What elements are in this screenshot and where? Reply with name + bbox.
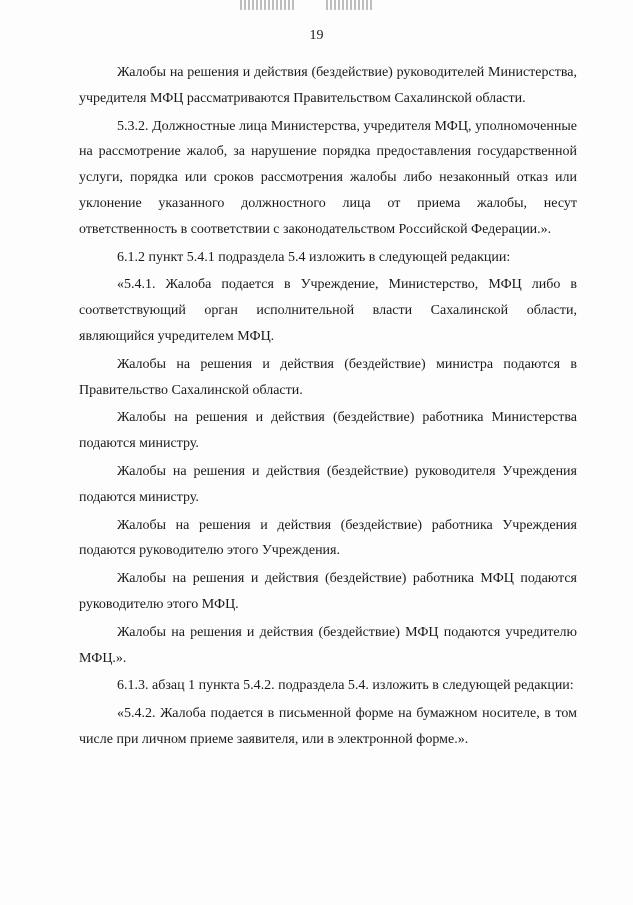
scan-artifact: [326, 0, 372, 10]
paragraph: 6.1.2 пункт 5.4.1 подраздела 5.4 изложить в следующей редакции:: [117, 249, 511, 265]
paragraph: Жалобы на решения и действия (бездействие) МФЦ подаются учредителю МФЦ.».: [79, 624, 577, 666]
paragraph: Жалобы на решения и действия (бездействие) работника Министерства подаются министру.: [79, 410, 577, 452]
paragraph: Жалобы на решения и действия (бездействие) руководителей Министерства, учредителя МФЦ рассматриваются Правительством Сахалинской области.: [79, 65, 577, 106]
paragraph: 6.1.3. абзац 1 пункта 5.4.2. подраздела 5.4. изложить в следующей редакции:: [117, 678, 574, 694]
paragraph: Жалобы на решения и действия (бездействие) работника Учреждения подаются руководителю этого Учреждения.: [79, 517, 577, 559]
scan-artifact: [240, 0, 294, 10]
paragraph: Жалобы на решения и действия (бездействие) руководителя Учреждения подаются министру.: [79, 463, 577, 505]
paragraph: «5.4.2. Жалоба подается в письменной форме на бумажном носителе, в том числе при личном приеме заявителя, или в электронной форме.».: [79, 706, 577, 747]
paragraph: Жалобы на решения и действия (бездействие) министра подаются в Правительство Сахалинской области.: [79, 356, 577, 398]
paragraph: 5.3.2. Должностные лица Министерства, учредителя МФЦ, уполномоченные на рассмотрение жалоб, за нарушение порядка предоставления государственной услуги, порядка или сроков рассмотрения жалобы либо незаконный отказ или уклонение указанного должностного лица от приема жалобы, несут ответственность в соответствии с законодательством Российской Федерации.».: [79, 118, 577, 237]
page-number: 19: [309, 28, 324, 43]
paragraph: «5.4.1. Жалоба подается в Учреждение, Министерство, МФЦ либо в соответствующий орган исполнительной власти Сахалинской области, являющийся учредителем МФЦ.: [79, 277, 577, 344]
paragraph: Жалобы на решения и действия (бездействие) работника МФЦ подаются руководителю этого МФЦ.: [79, 571, 577, 612]
document-body: [79, 60, 577, 753]
